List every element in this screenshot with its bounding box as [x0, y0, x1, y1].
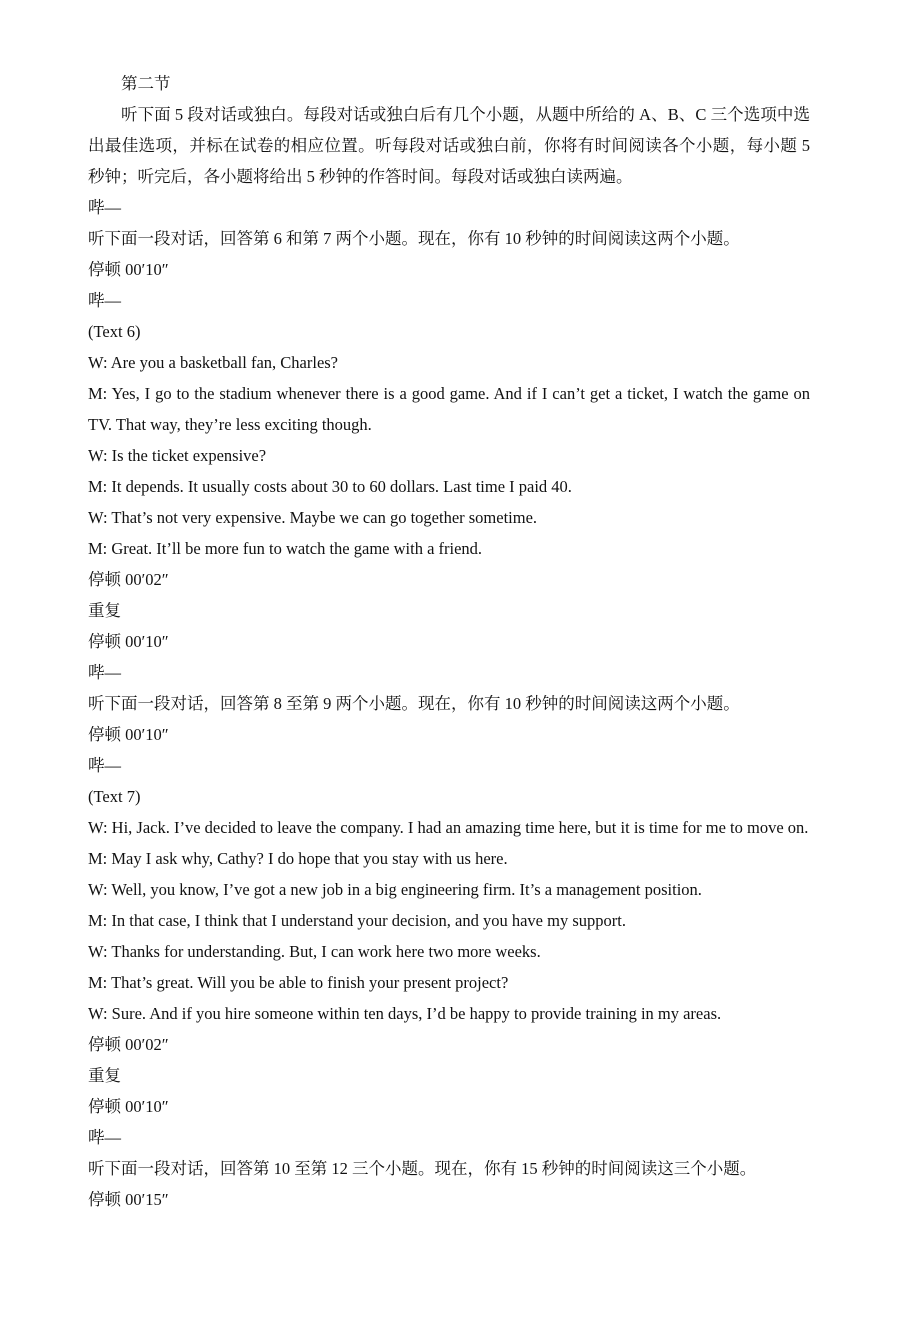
dialogue-line: W: That’s not very expensive. Maybe we can go together sometime. — [88, 508, 538, 527]
pause-marker: 停顿 00′10″ — [88, 725, 169, 744]
question-prompt: 听下面一段对话，回答第 8 至第 9 两个小题。现在，你有 10 秒钟的时间阅读这两个小题。 — [88, 694, 740, 713]
pause-marker: 停顿 00′02″ — [88, 570, 169, 589]
dialogue-line: W: Is the ticket expensive? — [88, 446, 267, 465]
beep-marker: 哔— — [88, 291, 121, 310]
dialogue-line: W: Are you a basketball fan, Charles? — [88, 353, 339, 372]
dialogue-line: M: That’s great. Will you be able to finish your present project? — [88, 973, 509, 992]
question-prompt: 听下面一段对话，回答第 6 和第 7 两个小题。现在，你有 10 秒钟的时间阅读这两个小题。 — [88, 229, 740, 248]
text-label: (Text 7) — [88, 787, 141, 806]
dialogue-line: M: It depends. It usually costs about 30 to 60 dollars. Last time I paid 40. — [88, 477, 572, 496]
dialogue-line: M: Great. It’ll be more fun to watch the game with a friend. — [88, 539, 483, 558]
dialogue-line: W: Well, you know, I’ve got a new job in a big engineering firm. It’s a management position. — [88, 880, 702, 899]
beep-marker: 哔— — [88, 198, 121, 217]
document-page — [88, 68, 810, 1215]
pause-marker: 停顿 00′10″ — [88, 260, 169, 279]
section-instructions: 听下面 5 段对话或独白。每段对话或独白后有几个小题，从题中所给的 A、B、C 三个选项中选出最佳选项，并标在试卷的相应位置。听每段对话或独白前，你将有时间阅读各个小题，每小题 5 秒钟；听完后，各小题将给出 5 秒钟的作答时间。每段对话或独白读两遍。 — [88, 105, 810, 186]
section-title: 第二节 — [121, 74, 171, 93]
dialogue-line: W: Sure. And if you hire someone within ten days, I’d be happy to provide training in my areas. — [88, 1004, 722, 1023]
pause-marker: 停顿 00′10″ — [88, 1097, 169, 1116]
pause-marker: 停顿 00′15″ — [88, 1190, 169, 1209]
dialogue-line: M: May I ask why, Cathy? I do hope that you stay with us here. — [88, 849, 508, 868]
dialogue-line: M: In that case, I think that I understand your decision, and you have my support. — [88, 911, 626, 930]
dialogue-line: W: Hi, Jack. I’ve decided to leave the company. I had an amazing time here, but it is time for me to move on. — [88, 818, 809, 837]
dialogue-line: M: Yes, I go to the stadium whenever there is a good game. And if I can’t get a ticket, I watch the game on TV. That way, they’re less exciting though. — [88, 384, 810, 434]
beep-marker: 哔— — [88, 1128, 121, 1147]
question-prompt: 听下面一段对话，回答第 10 至第 12 三个小题。现在，你有 15 秒钟的时间阅读这三个小题。 — [88, 1159, 757, 1178]
pause-marker: 停顿 00′10″ — [88, 632, 169, 651]
repeat-marker: 重复 — [88, 601, 121, 620]
dialogue-line: W: Thanks for understanding. But, I can work here two more weeks. — [88, 942, 541, 961]
beep-marker: 哔— — [88, 663, 121, 682]
beep-marker: 哔— — [88, 756, 121, 775]
pause-marker: 停顿 00′02″ — [88, 1035, 169, 1054]
repeat-marker: 重复 — [88, 1066, 121, 1085]
text-label: (Text 6) — [88, 322, 141, 341]
